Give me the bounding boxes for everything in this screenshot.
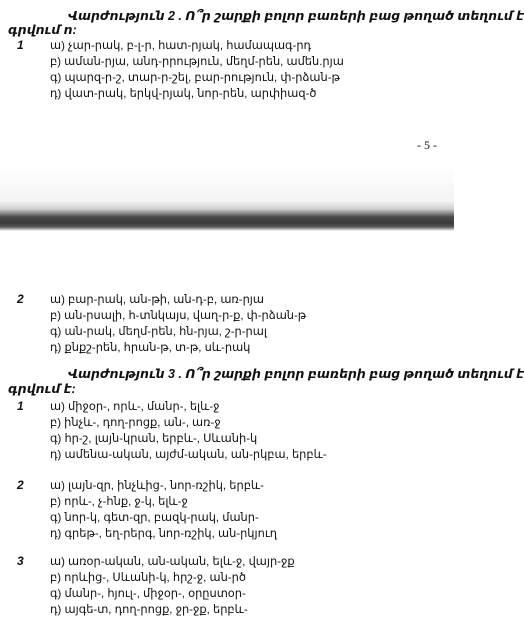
answer-option: գ) պարզ-ր-շ, տար-ր-շել, բար-րություն, փ-րձան-թ [50, 72, 340, 84]
group-number: 3 [17, 554, 24, 568]
answer-option: գ) հր-շ, լայն-կրան, երբև-, Սևանի-կ [50, 433, 258, 445]
answer-option: ա) բար-րակ, ան-թի, ան-դ-բ, առ-րյա [50, 294, 264, 306]
answer-option: ա) չար-րակ, բ-լ-ր, հատ-րյակ, համապագ-րդ [50, 40, 312, 52]
group-number: 2 [17, 478, 24, 492]
exercise3-heading-cont: գրվում է: [8, 382, 76, 396]
answer-option: ա) առօր-ական, ան-ական, ելև-ջ, վայր-ջք [50, 556, 295, 568]
answer-option: ա) լայն-զր, ինչևից-, նոր-ռշիկ, երբև- [50, 480, 264, 492]
answer-option: բ) ան-րսալի, հ-տնկայս, վաղ-ր-ք, փ-րձան-թ [50, 310, 307, 322]
answer-option: բ) ինչև-, դող-րոցք, ան-, առ-ջ [50, 417, 221, 429]
answer-option: գ) մանր-, հյուլ-, միջօր-, օրըստօր- [50, 588, 246, 600]
answer-option: բ) որևից-, Սևանի-կ, հրշ-ջ, ան-րծ [50, 572, 246, 584]
answer-option: գ) նոր-կ, գետ-զր, բազկ-րակ, մանր- [50, 512, 259, 524]
exercise2-heading: Վարժություն 2 . Ո՞ր շարքի բոլոր բառերի բաց թողած տեղում է [68, 9, 524, 23]
exercise2-heading-cont: գրվում ո: [8, 23, 77, 37]
answer-option: դ) այգե-տ, դող-րոցք, ջր-ջք, երբև- [50, 604, 248, 616]
group-number: 1 [17, 399, 24, 413]
page-break-divider [0, 165, 454, 231]
page-number: - 5 - [417, 138, 437, 152]
answer-option: դ) վատ-րակ, երկվ-րյակ, նոր-րեն, արփիազ-ծ [50, 88, 317, 100]
answer-option: դ) քնքշ-րեն, հրան-թ, տ-թ, սև-րակ [50, 342, 251, 354]
answer-option: բ) որև-, չ-հնք, ջ-կ, ելև-ջ [50, 496, 188, 508]
answer-option: ա) միջօր-, որև-, մանր-, ելև-ջ [50, 401, 220, 413]
answer-option: գ) ան-րակ, մեղմ-րեն, հն-րյա, շ-ր-րալ [50, 326, 267, 338]
page-upper [0, 0, 524, 165]
answer-option: բ) աման-րյա, անդ-րրություն, մեղմ-րեն, ամեն.րյա [50, 56, 344, 68]
exercise3-heading: Վարժություն 3 . Ո՞ր շարքի բոլոր բառերի բաց թողած տեղում է [68, 367, 524, 381]
group-number: 1 [17, 38, 24, 52]
answer-option: դ) գրեթ-, եղ-րերգ, նոր-ռշիկ, ան-րկյուղ [50, 528, 278, 540]
page-lower [0, 231, 524, 618]
answer-option: դ) ամենա-ական, այժմ-ական, ան-րկբա, երբև- [50, 449, 327, 461]
group-number: 2 [17, 292, 24, 306]
